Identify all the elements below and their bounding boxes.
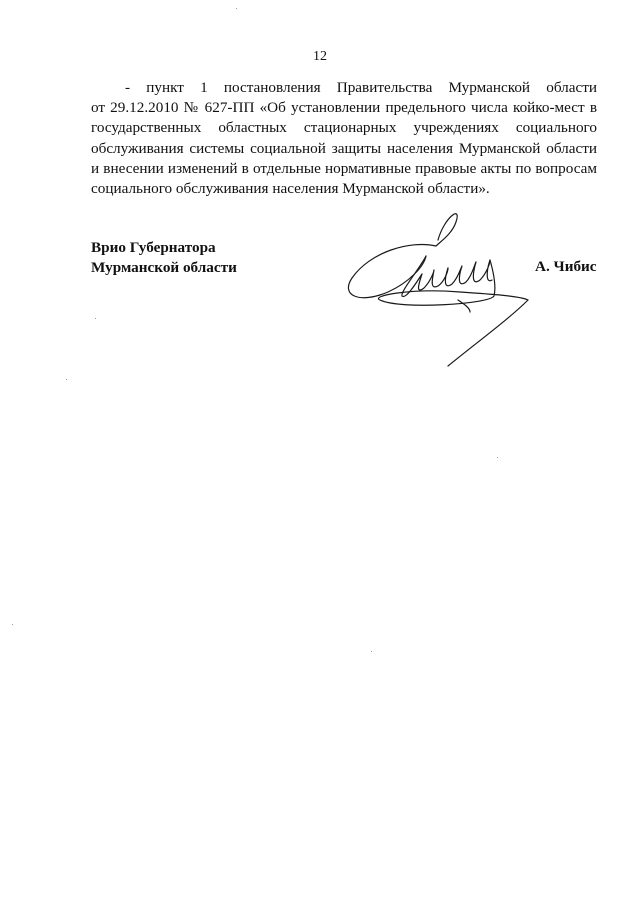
position-line: Мурманской области: [91, 259, 237, 276]
scan-speck: [497, 457, 498, 458]
body-paragraph: [91, 78, 597, 199]
signatory-name: А. Чибис: [535, 258, 597, 275]
signatory-position: [91, 238, 237, 278]
body-line: - пункт 1 постановления Правительства Мурманской области: [125, 79, 597, 96]
position-line: Врио Губернатора: [91, 239, 216, 256]
scan-speck: [66, 379, 67, 380]
scan-speck: [12, 624, 13, 625]
page-number: 12: [313, 49, 327, 64]
body-line: обслуживания системы социальной защиты населения Мурманской области: [91, 139, 597, 157]
handwritten-signature: [340, 200, 540, 370]
scan-speck: [95, 318, 96, 319]
scan-speck: [236, 8, 237, 9]
body-line: государственных областных стационарных учреждениях социального: [91, 119, 597, 137]
scan-speck: [371, 651, 372, 652]
body-line: социального обслуживания населения Мурманской области».: [91, 180, 490, 198]
body-line: от 29.12.2010 № 627-ПП «Об установлении предельного числа койко-мест в: [91, 99, 597, 117]
body-line: и внесении изменений в отдельные нормативные правовые акты по вопросам: [91, 159, 597, 177]
